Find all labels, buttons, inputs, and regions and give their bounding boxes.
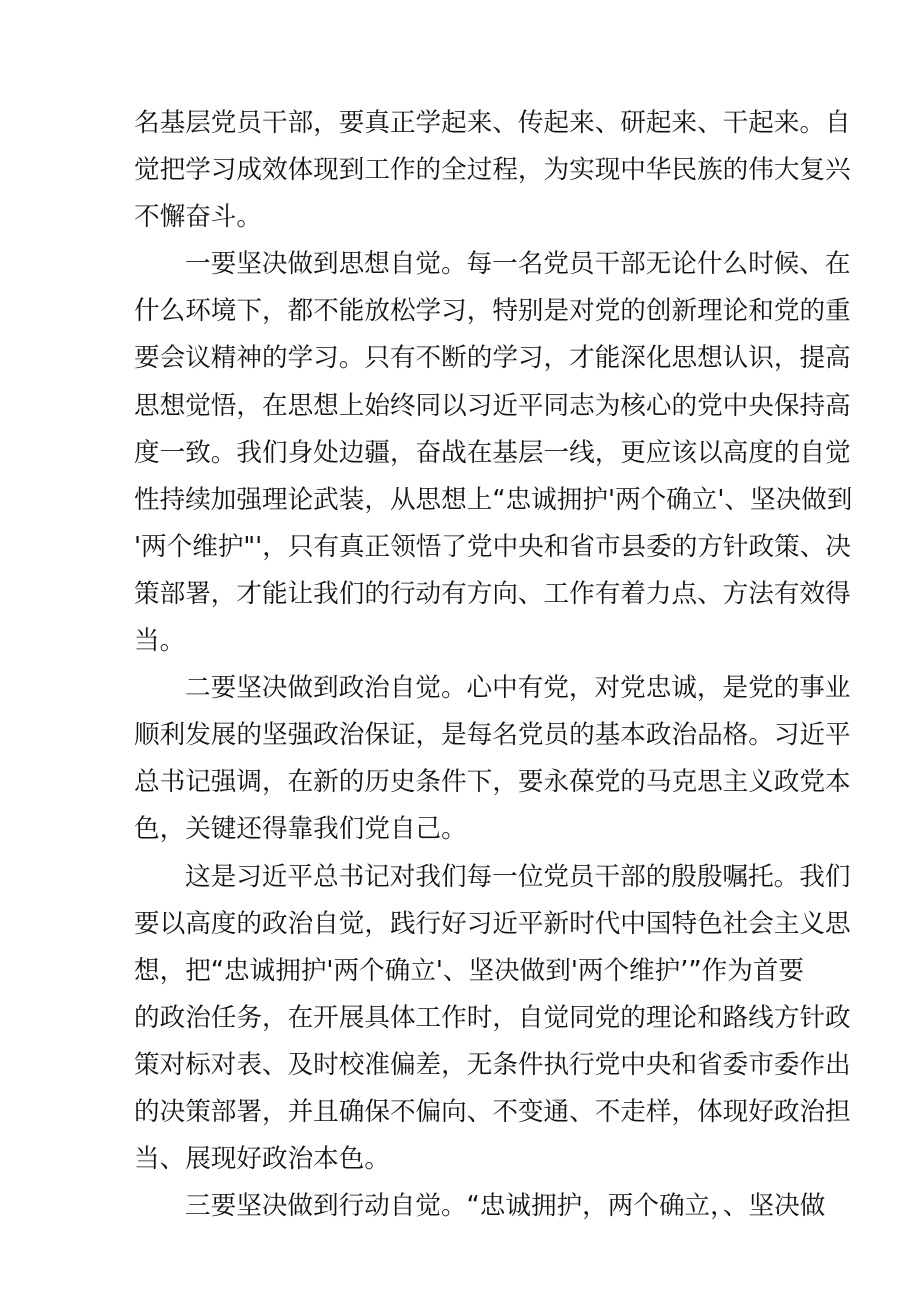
text-line: 的政治任务，在开展具体工作时，自觉同党的理论和路线方针政 xyxy=(134,1002,851,1033)
text-line: 觉把学习成效体现到工作的全过程，为实现中华民族的伟大复兴 xyxy=(134,155,851,186)
text-line: 三要坚决做到行动自觉。“忠诚拥护，两个确立，、坚决做 xyxy=(185,1191,826,1222)
text-line: 性持续加强理论武装，从思想上“忠诚拥护'两个确立'、坚决做到 xyxy=(134,484,853,515)
text-line: 一要坚决做到思想自觉。每一名党员干部无论什么时候、在 xyxy=(185,249,851,280)
text-line: 什么环境下，都不能放松学习，特别是对党的创新理论和党的重 xyxy=(134,296,851,327)
document-body xyxy=(134,100,853,1230)
text-line: 这是习近平总书记对我们每一位党员干部的殷殷嘱托。我们 xyxy=(185,861,851,892)
paragraph-continuation xyxy=(134,100,851,241)
text-line: 想，把“忠诚拥护'两个确立'、坚决做到'两个维护’”作为首要 xyxy=(134,955,805,986)
text-line: 策部署，才能让我们的行动有方向、工作有着力点、方法有效得 xyxy=(134,578,851,609)
text-line: 不懈奋斗。 xyxy=(134,202,262,233)
text-line: 思想觉悟，在思想上始终同以习近平同志为核心的党中央保持高 xyxy=(134,390,851,421)
text-line: 顺利发展的坚强政治保证，是每名党员的基本政治品格。习近平 xyxy=(134,720,851,751)
text-line: 要会议精神的学习。只有不断的学习，才能深化思想认识，提高 xyxy=(134,343,851,374)
text-line: 色，关键还得靠我们党自己。 xyxy=(134,814,467,845)
paragraph-action-awareness xyxy=(134,1183,826,1230)
text-line: 的决策部署，并且确保不偏向、不变通、不走样，体现好政治担 xyxy=(134,1096,851,1127)
paragraph-thought-awareness xyxy=(134,241,853,665)
text-line: 度一致。我们身处边疆，奋战在基层一线，更应该以高度的自觉 xyxy=(134,437,851,468)
text-line: 二要坚决做到政治自觉。心中有党，对党忠诚，是党的事业 xyxy=(185,673,851,704)
text-line: 策对标对表、及时校准偏差，无条件执行党中央和省委市委作出 xyxy=(134,1049,851,1080)
text-line: '两个维护"'，只有真正领悟了党中央和省市县委的方针政策、决 xyxy=(134,531,851,562)
text-line: 总书记强调，在新的历史条件下，要永葆党的马克思主义政党本 xyxy=(134,767,851,798)
text-line: 当。 xyxy=(134,626,186,657)
paragraph-instruction xyxy=(134,854,851,1184)
paragraph-political-awareness xyxy=(134,665,851,853)
text-line: 名基层党员干部，要真正学起来、传起来、研起来、干起来。自 xyxy=(134,108,851,138)
text-line: 要以高度的政治自觉，践行好习近平新时代中国特色社会主义思 xyxy=(134,908,851,939)
text-line: 当、展现好政治本色。 xyxy=(134,1144,390,1175)
